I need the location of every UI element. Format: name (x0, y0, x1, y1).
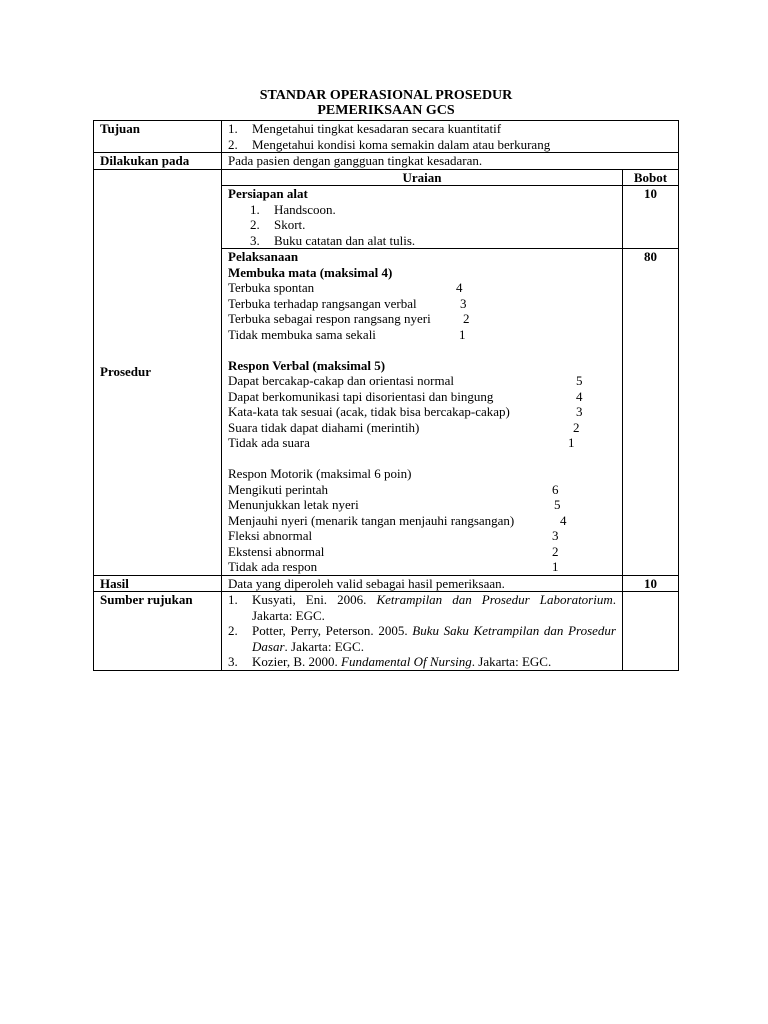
score-row: Terbuka sebagai respon rangsang nyeri 2 (228, 311, 470, 326)
row-dilakukan (94, 153, 679, 170)
reference-item: 3. Kozier, B. 2000. Fundamental Of Nursing. Jakarta: EGC. (228, 654, 552, 669)
score-value: 3 (576, 404, 583, 419)
verbal-title: Respon Verbal (maksimal 5) (228, 357, 386, 373)
score-row: Mengikuti perintah 6 (228, 481, 559, 497)
score-row: Suara tidak dapat diahami (merintih) 2 (228, 419, 580, 435)
header-uraian: Uraian (222, 169, 623, 186)
score-row: Tidak ada suara 1 (228, 435, 575, 450)
score-value: 2 (573, 419, 580, 435)
row-sumber (94, 592, 679, 671)
pelaksanaan-title: Pelaksanaan (228, 249, 299, 264)
document-subtitle: PEMERIKSAAN GCS (317, 103, 455, 118)
score-value: 4 (560, 512, 567, 528)
score-value: 3 (460, 295, 467, 311)
tujuan-content (222, 121, 679, 153)
score-row: Menjauhi nyeri (menarik tangan menjauhi rangsangan) 4 (228, 512, 567, 528)
reference-item: 1. Kusyati, Eni. 2006. Ketrampilan dan Prosedur Laboratorium. Jakarta: EGC. (228, 592, 616, 623)
score-value: 5 (554, 497, 561, 512)
document-title: STANDAR OPERASIONAL PROSEDUR (259, 88, 513, 103)
sumber-content (222, 592, 623, 671)
score-value: 1 (568, 435, 575, 450)
row-tujuan (94, 121, 679, 153)
persiapan-content (222, 186, 623, 249)
pelaksanaan-bobot: 80 (623, 249, 679, 576)
score-row: Terbuka spontan 4 (228, 280, 463, 295)
label-sumber: Sumber rujukan (94, 592, 222, 671)
pelaksanaan-content (222, 249, 623, 576)
list-item: 1. Handscoon. (250, 201, 336, 217)
score-row: Fleksi abnormal 3 (228, 528, 559, 543)
score-row: Menunjukkan letak nyeri 5 (228, 497, 561, 512)
score-row: Ekstensi abnormal 2 (228, 543, 559, 559)
list-item: 1. Mengetahui tingkat kesadaran secara kuantitatif (228, 121, 502, 136)
header-bobot: Bobot (623, 169, 679, 186)
reference-item: 2. Potter, Perry, Peterson. 2005. Buku Saku Ketrampilan dan Prosedur Dasar. Jakarta: EGC. (228, 623, 616, 654)
mata-title: Membuka mata (maksimal 4) (228, 264, 393, 280)
motorik-title: Respon Motorik (maksimal 6 poin) (228, 466, 412, 481)
label-hasil: Hasil (94, 575, 222, 592)
label-dilakukan: Dilakukan pada (94, 153, 222, 170)
row-hasil (94, 575, 679, 592)
score-value: 1 (459, 326, 466, 342)
label-prosedur: Prosedur (94, 169, 222, 575)
score-value: 4 (576, 388, 583, 404)
score-row: Terbuka terhadap rangsangan verbal 3 (228, 295, 467, 311)
score-value: 2 (463, 311, 470, 326)
list-item: 2. Mengetahui kondisi koma semakin dalam atau berkurang (228, 136, 551, 152)
score-value: 1 (552, 559, 559, 574)
score-value: 6 (552, 481, 559, 497)
score-row: Kata-kata tak sesuai (acak, tidak bisa bercakap-cakap) 3 (228, 404, 583, 419)
score-row: Tidak membuka sama sekali 1 (228, 326, 466, 342)
list-item: 2. Skort. (250, 217, 306, 232)
hasil-text: Data yang diperoleh valid sebagai hasil pemeriksaan. (222, 575, 623, 592)
persiapan-title: Persiapan alat (228, 186, 308, 201)
list-item: 3. Buku catatan dan alat tulis. (250, 232, 416, 248)
score-value: 4 (456, 280, 463, 295)
score-value: 5 (576, 373, 583, 388)
label-tujuan: Tujuan (94, 121, 222, 153)
sop-table (93, 120, 679, 671)
row-prosedur-header (94, 169, 679, 186)
sumber-bobot (623, 592, 679, 671)
persiapan-bobot: 10 (623, 186, 679, 249)
score-row: Dapat berkomunikasi tapi disorientasi dan bingung 4 (228, 388, 583, 404)
score-value: 2 (552, 543, 559, 559)
score-row: Dapat bercakap-cakap dan orientasi normal 5 (228, 373, 583, 388)
score-value: 3 (552, 528, 559, 543)
hasil-bobot: 10 (623, 575, 679, 592)
dilakukan-text: Pada pasien dengan gangguan tingkat kesadaran. (222, 153, 679, 170)
score-row: Tidak ada respon 1 (228, 559, 559, 574)
